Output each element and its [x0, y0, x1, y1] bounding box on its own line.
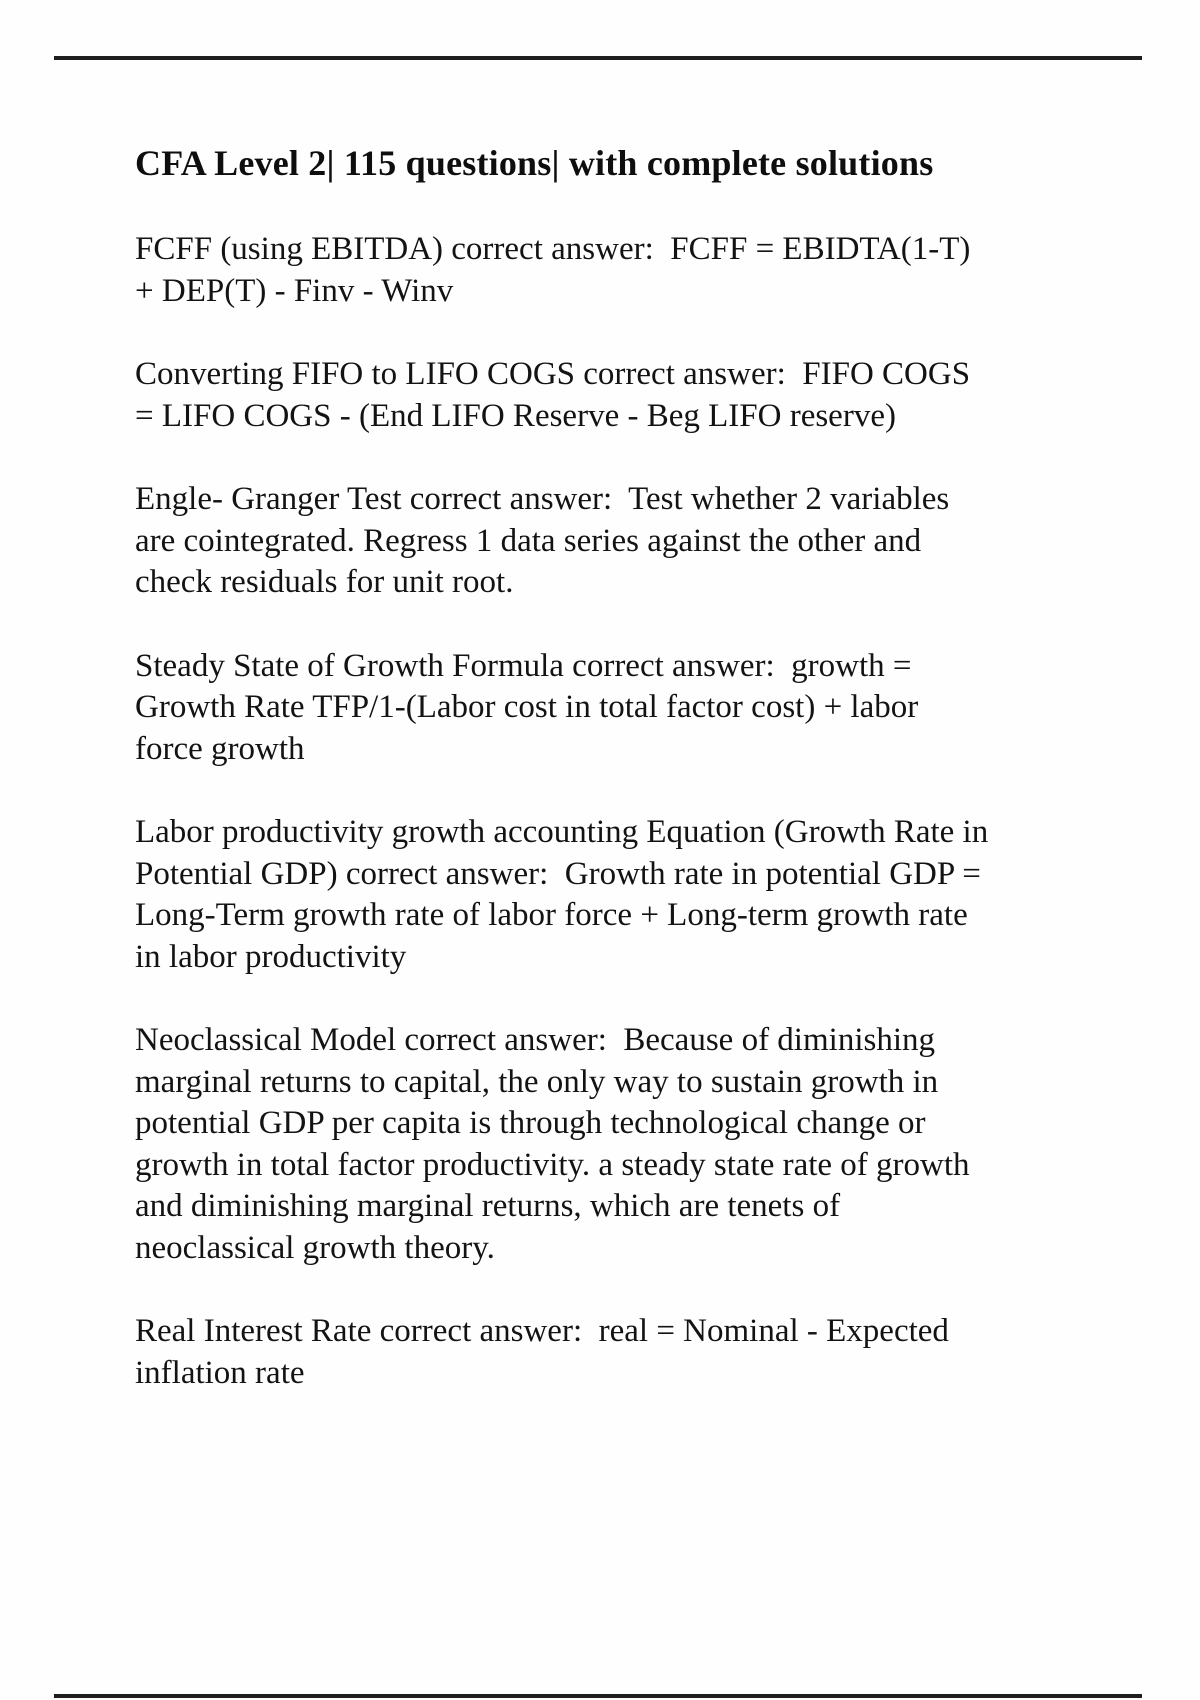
text-line: Converting FIFO to LIFO COGS correct answer: FIFO COGS	[135, 356, 971, 392]
document-content	[135, 141, 1095, 1394]
paragraph	[135, 646, 1095, 771]
text-line: are cointegrated. Regress 1 data series against the other and	[135, 522, 922, 559]
text-line: force growth	[135, 730, 305, 767]
text-line: Potential GDP) correct answer: Growth rate in potential GDP =	[135, 855, 981, 892]
paragraph	[135, 812, 1095, 978]
text-line: FCFF (using EBITDA) correct answer: FCFF = EBIDTA(1-T)	[135, 231, 971, 267]
text-line: = LIFO COGS - (End LIFO Reserve - Beg LIFO reserve)	[135, 397, 896, 434]
paragraph	[135, 479, 1095, 604]
text-line: and diminishing marginal returns, which are tenets of	[135, 1188, 841, 1224]
text-line: Long-Term growth rate of labor force + Long-term growth rate	[135, 897, 968, 933]
top-horizontal-rule	[54, 56, 1142, 60]
text-line: check residuals for unit root.	[135, 564, 514, 600]
text-line: Labor productivity growth accounting Equation (Growth Rate in	[135, 814, 989, 850]
text-line: Engle- Granger Test correct answer: Test whether 2 variables	[135, 481, 950, 517]
text-line: potential GDP per capita is through technological change or	[135, 1105, 926, 1141]
text-line: neoclassical growth theory.	[135, 1229, 495, 1266]
paragraph	[135, 1020, 1095, 1269]
paragraph	[135, 354, 1095, 437]
paragraph	[135, 1311, 1095, 1394]
text-line: inflation rate	[135, 1354, 305, 1391]
text-line: Steady State of Growth Formula correct answer: growth =	[135, 647, 912, 684]
text-line: Growth Rate TFP/1-(Labor cost in total factor cost) + labor	[135, 689, 919, 725]
text-line: marginal returns to capital, the only way to sustain growth in	[135, 1063, 939, 1100]
bottom-horizontal-rule	[54, 1694, 1142, 1698]
text-line: Neoclassical Model correct answer: Because of diminishing	[135, 1022, 935, 1058]
paragraph-list	[135, 229, 1095, 1394]
text-line: in labor productivity	[135, 938, 407, 975]
paragraph	[135, 229, 1095, 312]
page-title: CFA Level 2| 115 questions| with complete solutions	[135, 143, 934, 183]
text-line: growth in total factor productivity. a steady state rate of growth	[135, 1146, 970, 1183]
text-line: + DEP(T) - Finv - Winv	[135, 272, 454, 309]
text-line: Real Interest Rate correct answer: real = Nominal - Expected	[135, 1313, 949, 1349]
